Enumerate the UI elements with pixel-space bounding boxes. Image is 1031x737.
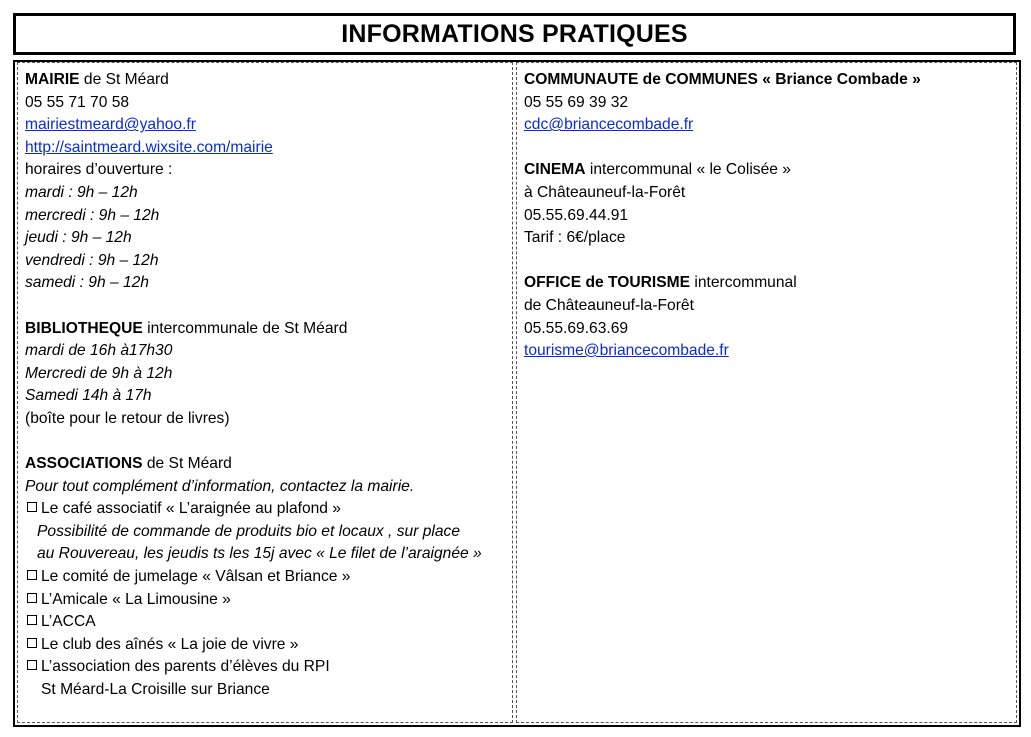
mairie-heading: MAIRIE xyxy=(25,71,80,88)
cdc-phone: 05 55 69 39 32 xyxy=(524,93,629,111)
mairie-heading-rest: de St Méard xyxy=(79,71,169,88)
bibliotheque-heading-rest: intercommunale de St Méard xyxy=(142,319,348,337)
checkbox-icon xyxy=(27,615,37,625)
association-cafe-note-2: au Rouvereau, les jeudis ts les 15j avec « Le filet de l’araignée » xyxy=(37,545,482,563)
tourisme-heading-rest: intercommunal xyxy=(690,274,797,292)
left-column xyxy=(17,62,513,723)
mairie-hours-mardi: mardi : 9h – 12h xyxy=(25,183,138,201)
checkbox-icon xyxy=(27,570,37,580)
association-acca: L’ACCA xyxy=(41,613,96,631)
checkbox-icon xyxy=(27,502,37,512)
association-cafe: Le café associatif « L’araignée au plafond » xyxy=(41,500,341,518)
mairie-hours-mercredi: mercredi : 9h – 12h xyxy=(25,206,160,224)
checkbox-icon xyxy=(27,660,37,670)
title-banner xyxy=(13,13,1016,55)
tourisme-heading: OFFICE de TOURISME xyxy=(524,274,691,292)
bibliotheque-heading: BIBLIOTHEQUE xyxy=(25,319,143,337)
mairie-phone: 05 55 71 70 58 xyxy=(25,93,130,111)
cinema-heading-line xyxy=(524,159,1010,182)
cdc-email-link[interactable]: cdc@briancecombade.fr xyxy=(524,116,694,134)
association-parents-2: St Méard-La Croisille sur Briance xyxy=(41,681,270,699)
associations-heading-line xyxy=(25,453,506,476)
mairie-heading-line xyxy=(25,69,506,92)
associations-heading: ASSOCIATIONS xyxy=(25,455,143,473)
cinema-heading: CINEMA xyxy=(524,161,586,179)
checkbox-icon xyxy=(27,638,37,648)
mairie-website-link[interactable]: http://saintmeard.wixsite.com/mairie xyxy=(25,138,273,156)
bibliotheque-note: (boîte pour le retour de livres) xyxy=(25,409,230,427)
mairie-hours-vendredi: vendredi : 9h – 12h xyxy=(25,251,159,269)
associations-intro: Pour tout complément d’information, contactez la mairie. xyxy=(25,477,415,495)
association-amicale: L’Amicale « La Limousine » xyxy=(41,590,231,608)
bibliotheque-hours-mardi: mardi de 16h à17h30 xyxy=(25,342,173,360)
bibliotheque-heading-line xyxy=(25,318,506,341)
association-cafe-note-1: Possibilité de commande de produits bio et locaux , sur place xyxy=(37,522,460,540)
association-aines: Le club des aînés « La joie de vivre » xyxy=(41,635,299,653)
cinema-tarif: Tarif : 6€/place xyxy=(524,229,626,247)
cinema-phone: 05.55.69.44.91 xyxy=(524,206,629,224)
association-parents: L’association des parents d’élèves du RPI xyxy=(41,658,330,676)
mairie-hours-label: horaires d’ouverture : xyxy=(25,161,173,179)
associations-heading-rest: de St Méard xyxy=(142,455,232,473)
tourisme-location: de Châteauneuf-la-Forêt xyxy=(524,296,694,314)
tourisme-phone: 05.55.69.63.69 xyxy=(524,319,629,337)
bibliotheque-hours-samedi: Samedi 14h à 17h xyxy=(25,387,152,405)
tourisme-email-link[interactable]: tourisme@briancecombade.fr xyxy=(524,342,729,360)
tourisme-heading-line xyxy=(524,272,1010,295)
page-title: INFORMATIONS PRATIQUES xyxy=(341,19,688,48)
checkbox-icon xyxy=(27,593,37,603)
list-item xyxy=(25,611,506,634)
list-item xyxy=(25,656,506,679)
mairie-hours-jeudi: jeudi : 9h – 12h xyxy=(25,229,132,247)
list-item xyxy=(25,498,506,521)
association-jumelage: Le comité de jumelage « Vâlsan et Briance » xyxy=(41,568,351,586)
cdc-heading: COMMUNAUTE de COMMUNES « Briance Combade » xyxy=(524,71,921,88)
list-item xyxy=(25,589,506,612)
right-column xyxy=(516,62,1017,723)
list-item xyxy=(25,634,506,657)
cinema-heading-rest: intercommunal « le Colisée » xyxy=(585,161,791,179)
cinema-location: à Châteauneuf-la-Forêt xyxy=(524,183,686,201)
mairie-hours-samedi: samedi : 9h – 12h xyxy=(25,274,149,292)
mairie-email-link[interactable]: mairiestmeard@yahoo.fr xyxy=(25,116,196,134)
bibliotheque-hours-mercredi: Mercredi de 9h à 12h xyxy=(25,364,173,382)
list-item xyxy=(25,566,506,589)
